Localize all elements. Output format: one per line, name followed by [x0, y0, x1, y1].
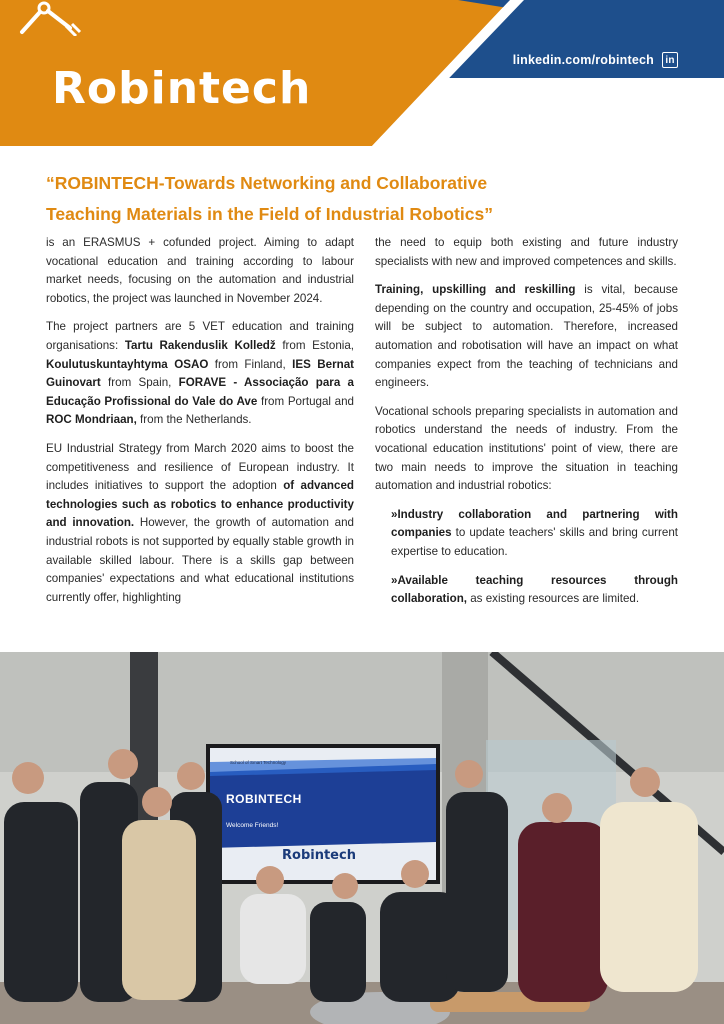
training-paragraph: Training, upskilling and reskilling is vital, because depending on the country and occupation, 25-45% of jobs will be subject to automation. Therefore, increased automation and robotisation will have an impact on what companies expect from the teaching of technicians and engineers. — [375, 283, 678, 390]
header-banner — [0, 0, 724, 150]
headline-line-2: Teaching Materials in the Field of Industrial Robotics” — [46, 204, 493, 224]
strategy-paragraph: EU Industrial Strategy from March 2020 aims to boost the competitiveness and resilience of European industry. It includes initiatives to support the adoption of advanced technologies such as robotics to enhance productivity and innovation. However, the growth of automation and industrial robots is not supported by equally stable growth in available skilled labour. There is a skills gap between companies' expectations and what educational institutions currently offer, highlighting — [46, 441, 354, 604]
screen-subtitle: Welcome Friends! — [226, 822, 279, 829]
screen-school-name: School of Smart Technology — [230, 760, 286, 765]
robot-arm-icon — [0, 0, 90, 36]
bullet-teaching-resources: »Available teaching resources through collaboration, as existing resources are limited. — [391, 573, 678, 606]
article-headline — [46, 168, 686, 230]
group-photo — [0, 652, 724, 1024]
group-photo-illustration — [0, 652, 724, 1024]
headline-line-1: “ROBINTECH-Towards Networking and Collaborative — [46, 173, 488, 193]
left-column — [46, 234, 354, 617]
linkedin-link[interactable] — [513, 52, 678, 68]
needs-paragraph: Vocational schools preparing specialists in automation and robotics understand the needs of industry. From the vocational education institutions' point of view, there are two main needs to improve the situation in teaching automation and industrial robotics: — [375, 404, 678, 493]
right-column — [375, 234, 678, 619]
linkedin-label[interactable]: linkedin.com/robintech — [512, 53, 654, 67]
logo-wordmark: Robintech — [52, 63, 312, 114]
continuation-paragraph: the need to equip both existing and future industry specialists with new and improved competences and skills. — [375, 236, 678, 268]
screen-title: ROBINTECH — [226, 792, 302, 806]
bullet-industry-collaboration: »Industry collaboration and partnering with companies to update teachers' skills and bring current expertise to education. — [391, 507, 678, 558]
partners-paragraph: The project partners are 5 VET education and training organisations: Tartu Rakenduslik Kolledž from Estonia, Koulutuskuntayhtyma OSAO from Finland, IES Bernat Guinovart from Spain, FORAVE - Associação para a Educação Profissional do Vale do Ave from Portugal and ROC Mondriaan, from the Netherlands. — [46, 320, 355, 427]
intro-paragraph: is an ERASMUS + cofunded project. Aiming to adapt vocational education and training according to labour market needs, focusing on the automation and industrial robotics, the project was launched in November 2024. — [46, 236, 354, 305]
screen-logo: Robintech — [282, 848, 356, 863]
linkedin-icon[interactable]: in — [662, 52, 678, 68]
